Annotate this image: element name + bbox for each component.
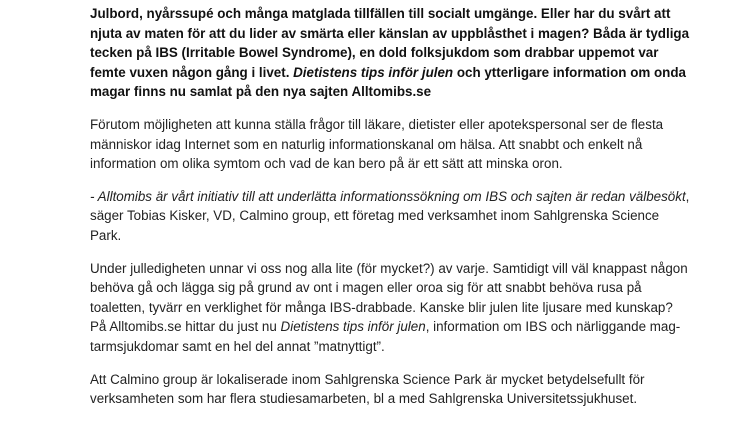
lead-text-2: och ytterligare information om onda magar finns nu samlat på den nya sajten Alltomibs.se xyxy=(90,64,686,100)
lead-text-1: Julbord, nyårssupé och många matglada tillfällen till socialt umgänge. Eller har du svårt att njuta av maten för att du lider av smärta eller känslan av uppblåsthet i magen? Båda är tydliga tecken på IBS (Irritable Bowel Syndrome), en dold folksjukdom som drabbar uppemot var femte vuxen någon gång i livet. xyxy=(90,6,690,80)
quote-text: - Alltomibs är vårt initiativ till att underlätta informationssökning om IBS och sajten är redan välbesökt xyxy=(90,188,686,204)
lead-italic-title: Dietistens tips inför julen xyxy=(293,64,454,80)
paragraph-quote xyxy=(90,187,690,246)
holiday-italic-title: Dietistens tips inför julen xyxy=(280,319,426,335)
holiday-text-1: Under julledigheten unnar vi oss nog alla lite (för mycket?) av varje. Samtidigt vill väl knappast någon behöva gå och lägga sig på grund av ont i magen eller oroa sig för att snabbt behöva rusa på toaletten, tyvärr en verklighet för många IBS-drabbade. Kanske blir julen lite ljusare med kunskap? På Alltomibs.se hittar du just nu xyxy=(90,260,688,335)
paragraph-science-park: Att Calmino group är lokaliserade inom Sahlgrenska Science Park är mycket betydelsefullt för verksamheten som har flera studiesamarbeten, bl a med Sahlgrenska Universitetssjukhuset. xyxy=(90,371,645,407)
paragraph-holiday xyxy=(90,259,690,357)
document-body xyxy=(90,4,690,422)
holiday-text-2: , information om IBS och närliggande mag-tarmsjukdomar samt en hel del annat ”matnyttigt”. xyxy=(90,319,681,354)
paragraph-internet-info: Förutom möjligheten att kunna ställa frågor till läkare, dietister eller apotekspersonal ser de flesta människor idag Internet som en naturlig informationskanal om hälsa. Att snabbt och enkelt nå information om olika symtom och vad de kan bero på är ett sätt att minska oron. xyxy=(90,116,664,172)
lead-paragraph xyxy=(90,4,690,102)
quote-attribution: , säger Tobias Kisker, VD, Calmino group, ett företag med verksamhet inom Sahlgrenska Science Park. xyxy=(90,188,690,243)
